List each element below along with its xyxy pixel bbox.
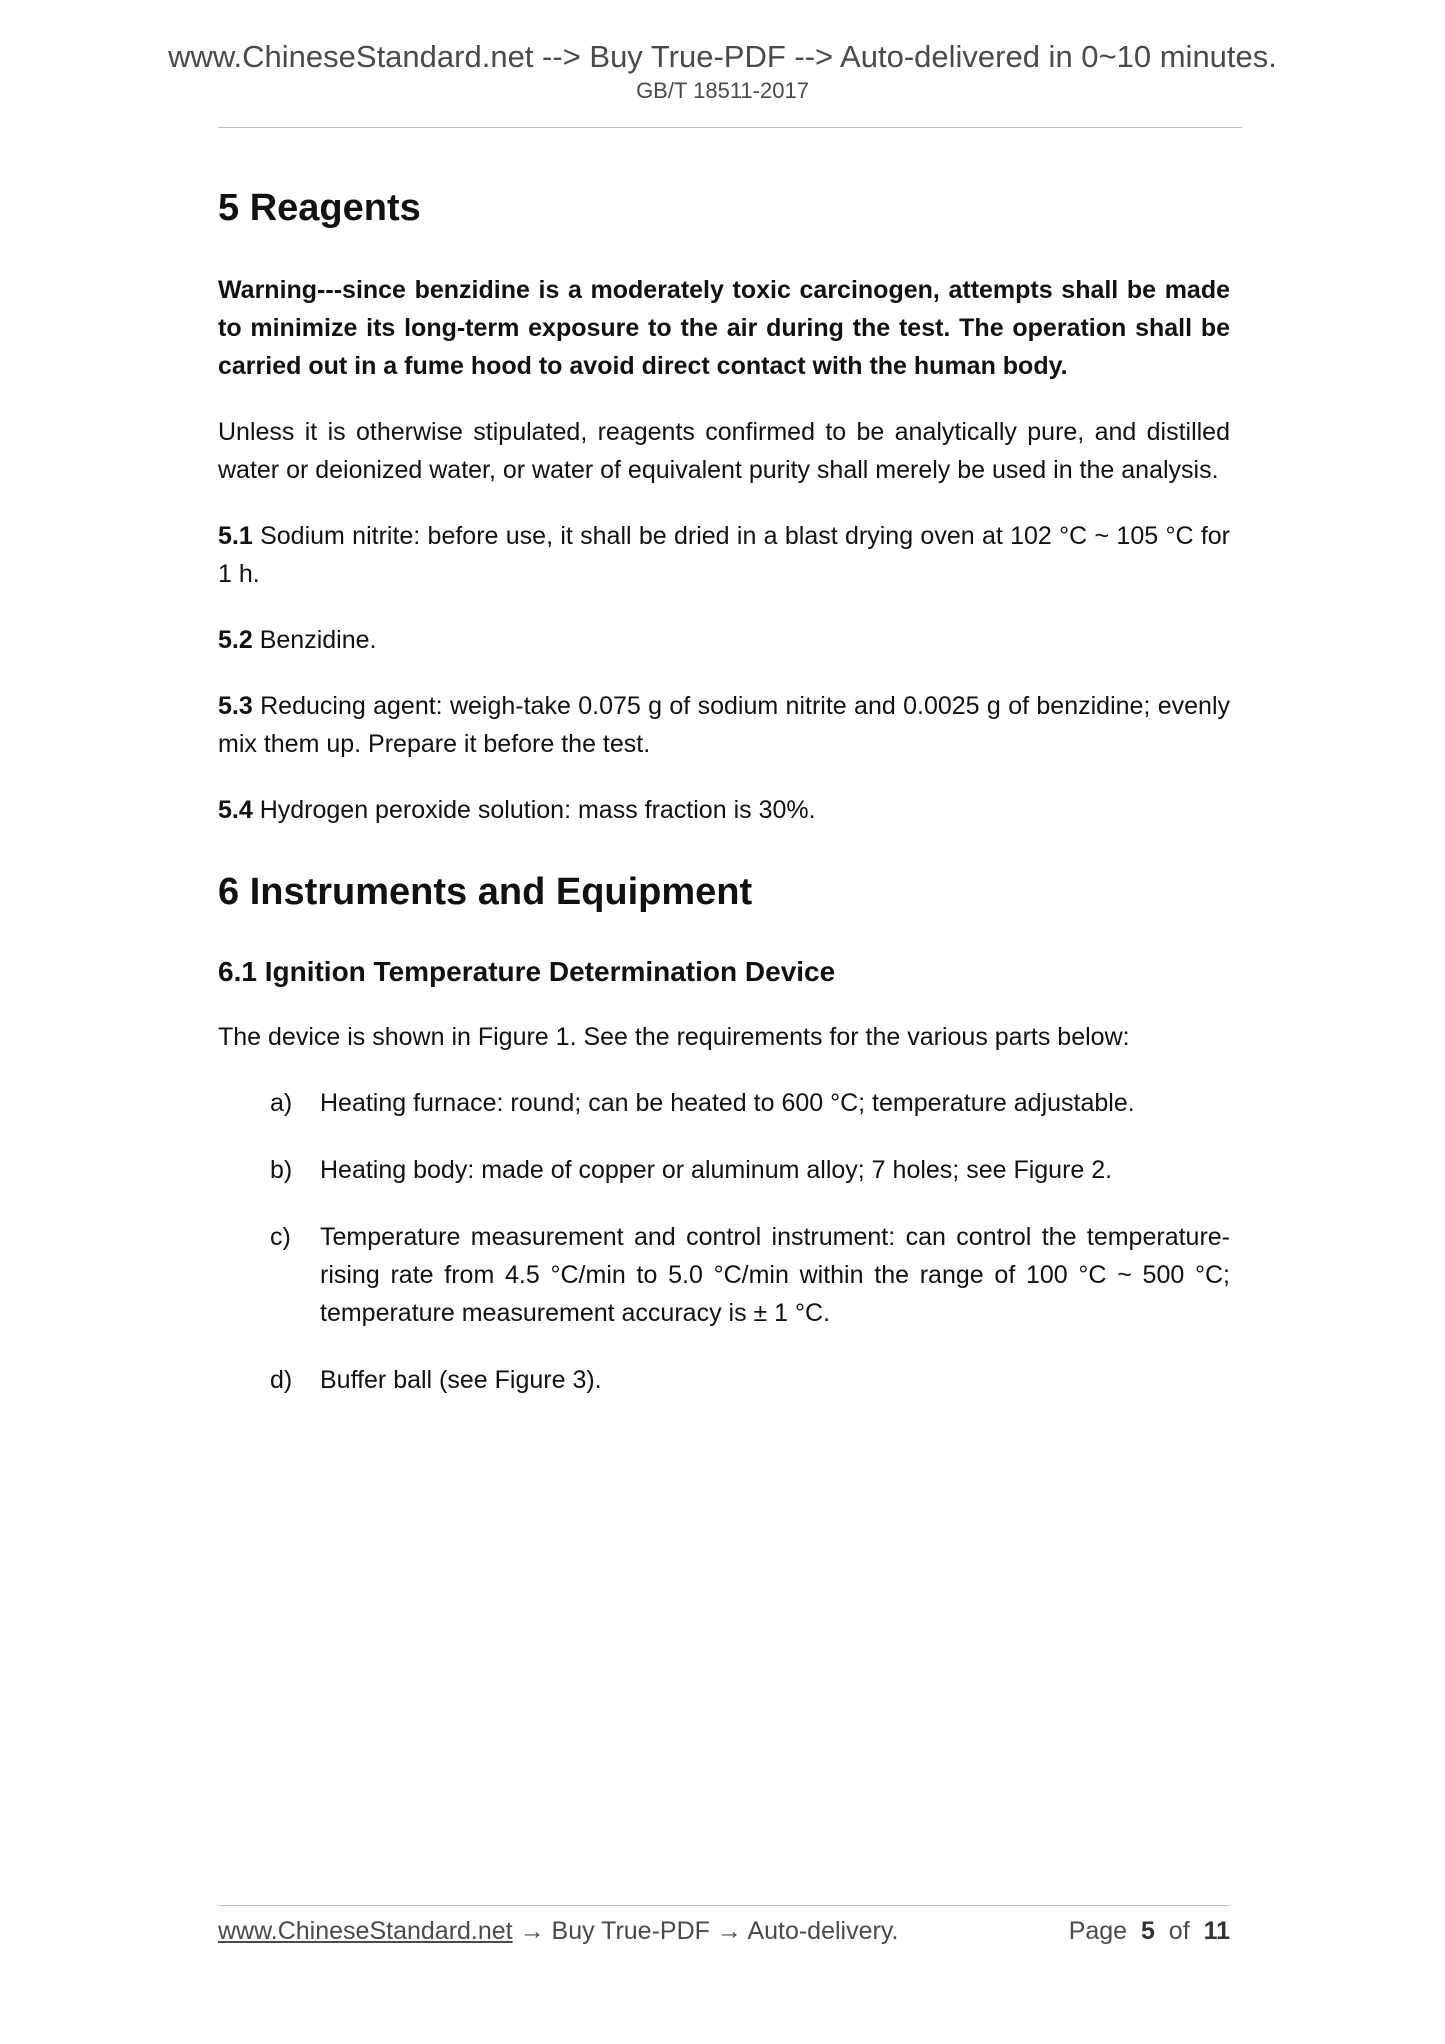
- list-marker: c): [270, 1223, 291, 1252]
- clause-5-2: [218, 621, 1230, 659]
- list-text: Buffer ball (see Figure 3).: [320, 1366, 602, 1395]
- warning-paragraph: Warning---since benzidine is a moderately toxic carcinogen, attempts shall be made to minimize its long-term exposure to the air during the test. The operation shall be carried out in a fume hood to avoid direct contact with the human body.: [218, 275, 1230, 380]
- of-label: of: [1168, 1917, 1190, 1945]
- clause-text: Reducing agent: weigh-take 0.075 g of sodium nitrite and 0.0025 g of benzidine; evenly mix them up. Prepare it before the test.: [218, 691, 1230, 758]
- list-item-a: [218, 1084, 1230, 1122]
- subsection-6-1-title: 6.1 Ignition Temperature Determination Device: [218, 956, 836, 987]
- clause-text: Hydrogen peroxide solution: mass fraction is 30%.: [252, 795, 816, 824]
- clause-number: 5.4: [218, 795, 253, 824]
- clause-5-4: [218, 791, 1230, 829]
- clause-text: Sodium nitrite: before use, it shall be dried in a blast drying oven at 102 °C ~ 105 °C for 1 h.: [218, 521, 1230, 588]
- footer: [218, 1917, 1230, 1946]
- header-divider: [218, 127, 1242, 128]
- section-5-title: 5 Reagents: [218, 187, 421, 229]
- clause-number: 5.1: [218, 521, 253, 550]
- document-id: GB/T 18511-2017: [636, 78, 809, 103]
- list-marker: d): [270, 1366, 293, 1395]
- footer-buy-text: Buy True-PDF: [551, 1917, 710, 1945]
- page-label: Page: [1068, 1917, 1128, 1945]
- clause-number: 5.2: [218, 625, 253, 654]
- clause-5-3: [218, 687, 1230, 763]
- arrow-icon: →: [512, 1917, 552, 1945]
- section-6-title: 6 Instruments and Equipment: [218, 870, 753, 913]
- list-text: Heating furnace: round; can be heated to 600 °C; temperature adjustable.: [320, 1089, 1135, 1118]
- reagents-intro: Unless it is otherwise stipulated, reagents confirmed to be analytically pure, and distilled water or deionized water, or water of equivalent purity shall merely be used in the analysis.: [218, 417, 1230, 484]
- clause-text: Benzidine.: [252, 625, 377, 654]
- clause-number: 5.3: [218, 691, 253, 720]
- page-number: 5: [1140, 1917, 1155, 1945]
- list-text: Temperature measurement and control instrument: can control the temperature-rising rate from 4.5 °C/min to 5.0 °C/min within the range of 100 °C ~ 500 °C; temperature measurement accuracy is ± 1 °C.: [320, 1223, 1230, 1328]
- list-marker: b): [270, 1156, 293, 1185]
- arrow-icon: →: [709, 1917, 748, 1945]
- device-intro: The device is shown in Figure 1. See the requirements for the various parts below:: [218, 1023, 1130, 1052]
- page-total: 11: [1203, 1917, 1230, 1945]
- list-text: Heating body: made of copper or aluminum alloy; 7 holes; see Figure 2.: [320, 1156, 1113, 1185]
- list-item-b: [218, 1151, 1230, 1189]
- list-marker: a): [270, 1089, 293, 1118]
- clause-5-1: [218, 517, 1230, 593]
- list-item-c: [218, 1218, 1230, 1332]
- footer-divider: [218, 1905, 1230, 1906]
- page-content: [218, 185, 1230, 1399]
- footer-delivery-text: Auto-delivery.: [747, 1917, 899, 1945]
- header-banner: www.ChineseStandard.net --> Buy True-PDF --> Auto-delivered in 0~10 minutes.: [168, 39, 1277, 74]
- footer-link[interactable]: www.ChineseStandard.net: [218, 1917, 513, 1945]
- list-item-d: [218, 1361, 1230, 1399]
- page-indicator: [1069, 1917, 1230, 1946]
